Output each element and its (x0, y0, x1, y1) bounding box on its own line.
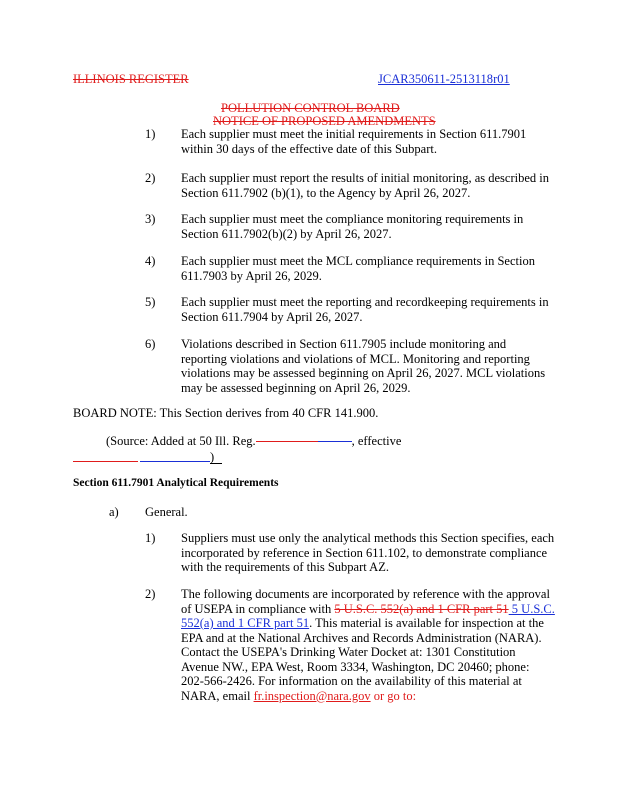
item-line: violations may be assessed beginning on April 26, 2027. MCL violations (181, 366, 546, 380)
item-line: with the requirements of this Subpart AZ. (181, 560, 389, 574)
notice-title: NOTICE OF PROPOSED AMENDMENTS (213, 114, 436, 128)
section-title: Section 611.7901 Analytical Requirements (73, 477, 279, 489)
item-line: Each supplier must meet the compliance monitoring requirements in (181, 212, 524, 226)
item-text (181, 531, 554, 575)
item-text (181, 212, 523, 241)
item-line: reporting violations and violations of MCL. Monitoring and reporting (181, 351, 530, 366)
item-line: 611.7903 by April 26, 2029. (181, 268, 322, 283)
subsection-a-label: General. (145, 505, 188, 519)
item-line: Violations described in Section 611.7905 include monitoring and (181, 337, 507, 351)
item-text (181, 337, 545, 395)
item-number: 5) (145, 295, 156, 309)
jcar-code: JCAR350611-2513118r01 (378, 72, 510, 86)
source-close: ) (210, 450, 215, 464)
item-text (181, 171, 549, 200)
item-line: Section 611.7904 by April 26, 2027. (181, 309, 363, 324)
item-text (181, 127, 526, 156)
register-title: ILLINOIS REGISTER (73, 72, 189, 86)
item-number: 6) (145, 337, 156, 351)
item-line: Each supplier must meet the initial requirements in Section 611.7901 (181, 127, 527, 141)
source-note: (Source: Added at 50 Ill. Reg. , effective (106, 434, 402, 448)
item-line: Each supplier must meet the reporting and recordkeeping requirements in (181, 295, 549, 309)
item-number: 1) (145, 127, 156, 141)
board-name: POLLUTION CONTROL BOARD (221, 101, 400, 115)
item-line: within 30 days of the effective date of this Subpart. (181, 141, 437, 156)
item-line: Each supplier must report the results of initial monitoring, as described in (181, 171, 549, 185)
item-number: 3) (145, 212, 156, 226)
item-number: 4) (145, 254, 156, 268)
item-line: incorporated by reference in Section 611.102, to demonstrate compliance (181, 545, 548, 560)
item-text (181, 254, 535, 283)
board-note: BOARD NOTE: This Section derives from 40 CFR 141.900. (73, 406, 379, 420)
item-line: Each supplier must meet the MCL compliance requirements in Section (181, 254, 535, 268)
item-number: 1) (145, 531, 156, 545)
source-close-line (210, 463, 222, 464)
item-line: Section 611.7902 (b)(1), to the Agency by April 26, 2027. (181, 185, 471, 200)
incorporation-paragraph: The following documents are incorporated by reference with the approval of USEPA in compliance with 5 U.S.C. 552(a) and 1 CFR part 51 5 U.S.C. 552(a) and 1 CFR part 51. This material is available for inspection at the EPA and at the National Archives and Records Administration (NARA). Contact the USEPA's Drinking Water Docket at: 1301 Constitution Avenue NW., EPA West, Room 3334, Washington, DC 20460; phone: 202-566-2426. For information on the availability of this material at NARA, email fr.inspection@nara.gov or go to: (181, 587, 555, 703)
item-number: 2) (145, 587, 156, 601)
source-date-deleted-line (73, 461, 138, 462)
item-number: 2) (145, 171, 156, 185)
item-text (181, 295, 549, 324)
source-date-inserted-line (140, 461, 210, 462)
item-line: may be assessed beginning on April 26, 2029. (181, 380, 411, 395)
item-line: Suppliers must use only the analytical methods this Section specifies, each (181, 531, 555, 545)
subsection-a-number: a) (109, 505, 119, 519)
item-line: Section 611.7902(b)(2) by April 26, 2027. (181, 226, 392, 241)
